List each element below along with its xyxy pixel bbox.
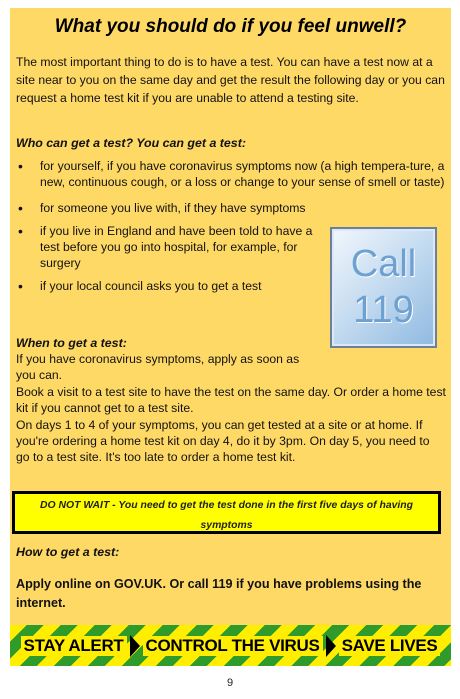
intro-paragraph: The most important thing to do is to have a test. You can have a test now at a site near to you on the same day and get the result the following day or you can request a home test kit if you are unable to attend a testing site. [16, 55, 445, 105]
list-item: • for yourself, if you have coronavirus symptoms now (a high tempera-ture, a new, continuous cough, or a loss or change to your sense of smell or taste) [16, 158, 450, 190]
page-number: 9 [226, 677, 234, 689]
when-line: On days 1 to 4 of your symptoms, you can get tested at a site or at home. If you're ordering a home test kit on day 4, do it by 3pm. On day 5, you need to go to a test site. It's too late to order a home test kit. [16, 417, 430, 465]
who-heading: Who can get a test? You can get a test: [16, 136, 246, 150]
when-line: If you have coronavirus symptoms, apply as soon as you can. [16, 352, 300, 383]
when-line: Book a visit to a test site to have the test on the same day. Or order a home test kit if you cannot get to a test site. [16, 384, 446, 416]
warning-box: DO NOT WAIT - You need to get the test done in the first five days of having symptoms [12, 491, 441, 534]
call-label: Call [350, 243, 417, 285]
stay-alert-banner [10, 625, 451, 666]
chevron-right-icon [326, 635, 336, 657]
list-item: • if you live in England and have been told to have a test before you go into hospital, for example, for surgery [16, 223, 316, 271]
banner-slogans [10, 630, 451, 662]
when-heading: When to get a test: [16, 336, 127, 350]
slogan-save-lives: SAVE LIVES [339, 636, 441, 656]
slogan-control-the-virus: CONTROL THE VIRUS [143, 636, 323, 656]
how-text: Apply online on GOV.UK. Or call 119 if you have problems using the internet. [16, 577, 422, 610]
slogan-stay-alert: STAY ALERT [21, 636, 127, 656]
list-item: • if your local council asks you to get a test [16, 278, 316, 294]
page-title: What you should do if you feel unwell? [54, 16, 407, 37]
info-panel [10, 8, 451, 664]
chevron-right-icon [130, 635, 140, 657]
call-number: 119 [353, 289, 414, 331]
list-item: • for someone you live with, if they have symptoms [16, 200, 316, 216]
when-text [16, 351, 446, 466]
how-heading: How to get a test: [16, 545, 120, 559]
call-119-box [330, 227, 437, 348]
